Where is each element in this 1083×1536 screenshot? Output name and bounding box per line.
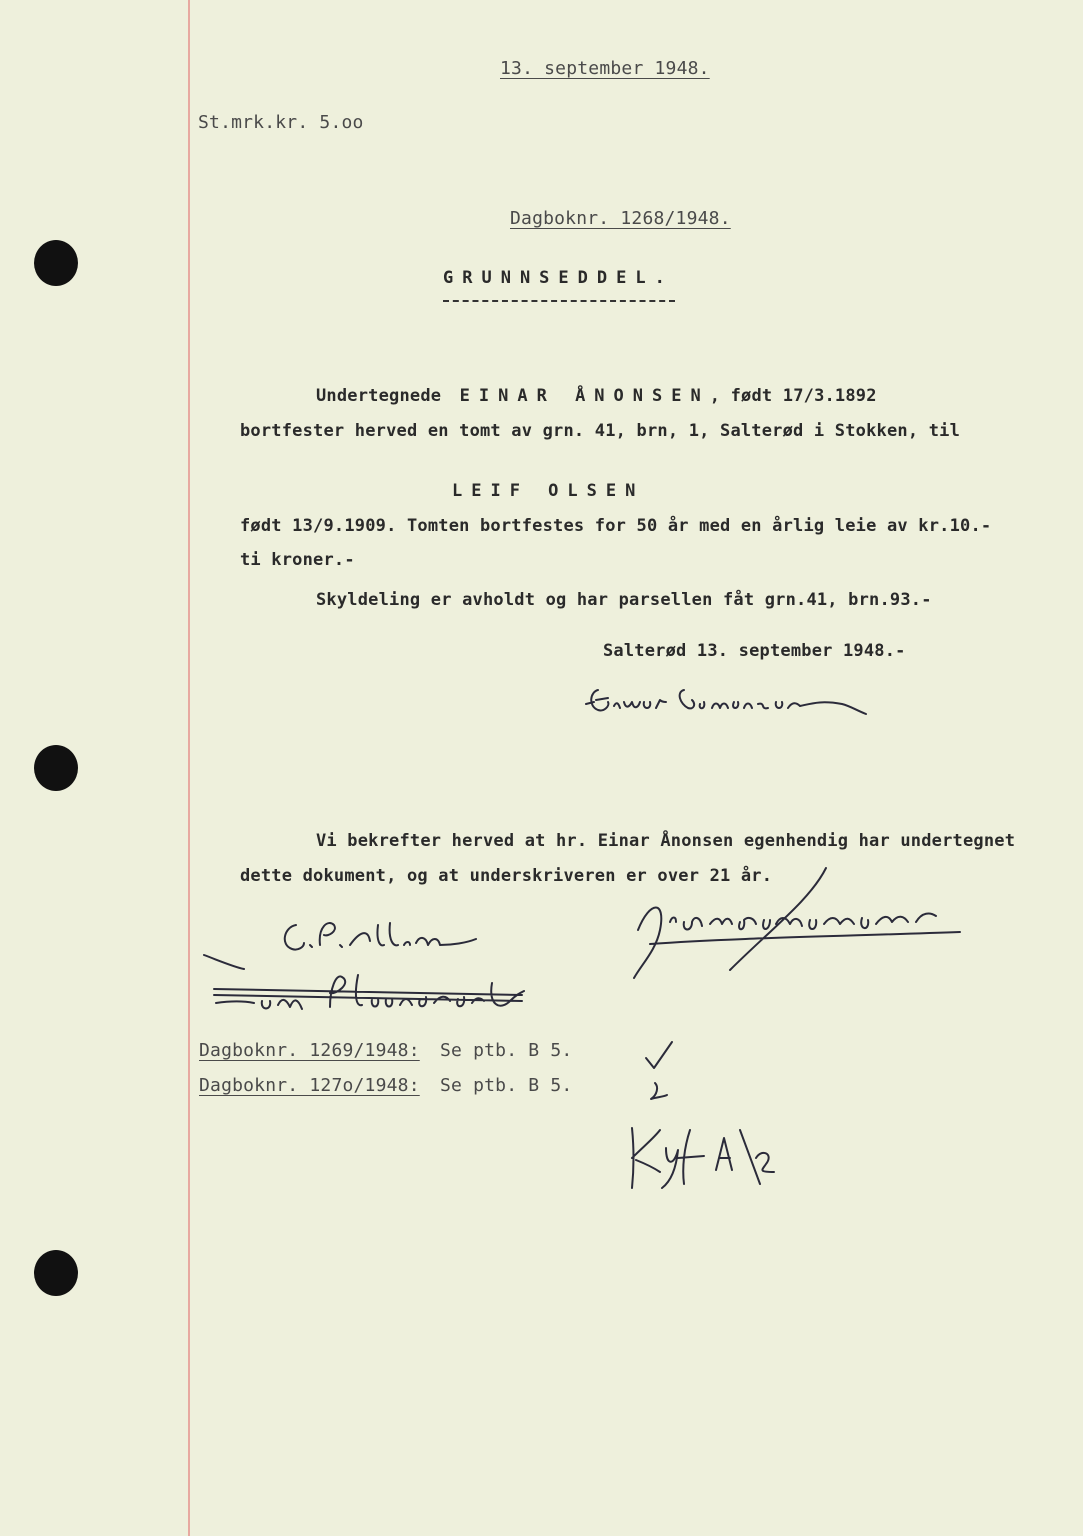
initials-mark xyxy=(620,1118,790,1198)
signature-witness-right xyxy=(630,860,970,990)
body-line-3: født 13/9.1909. Tomten bortfestes for 50 år med en årlig leie av kr.10.- xyxy=(240,516,992,536)
entry-1-text: Se ptb. B 5. xyxy=(440,1040,573,1061)
tick-mark-icon xyxy=(645,1075,675,1105)
title-underline xyxy=(443,300,675,302)
confirmation-line-1: Vi bekrefter herved at hr. Einar Ånonsen egenhendig har undertegnet xyxy=(316,831,1016,851)
punch-hole xyxy=(34,1250,78,1296)
checkmark-icon xyxy=(640,1038,680,1078)
document-title: GRUNNSEDDEL. xyxy=(443,268,674,288)
punch-hole xyxy=(34,240,78,286)
entry-1-ref: Dagboknr. 1269/1948: xyxy=(199,1040,420,1061)
margin-line xyxy=(188,0,190,1536)
place-date: Salterød 13. september 1948.- xyxy=(603,641,906,661)
body-line-5: Skyldeling er avholdt og har parsellen fåt grn.41, brn.93.- xyxy=(316,590,932,610)
body-line-1 xyxy=(316,386,877,406)
stamp-duty: St.mrk.kr. 5.oo xyxy=(198,112,364,133)
lessee-name: LEIF OLSEN xyxy=(452,481,645,501)
header-date: 13. september 1948. xyxy=(500,58,710,79)
body-line-2: bortfester herved en tomt av grn. 41, brn, 1, Salterød i Stokken, til xyxy=(240,421,961,441)
signature-signer xyxy=(580,680,880,730)
entry-2-text: Se ptb. B 5. xyxy=(440,1075,573,1096)
lessor-name: EINAR ÅNONSEN xyxy=(459,386,710,406)
dagbok-number: Dagboknr. 1268/1948. xyxy=(510,208,731,229)
line1-prefix: Undertegnede xyxy=(316,386,442,406)
line1-suffix: , født 17/3.1892 xyxy=(709,386,877,406)
confirmation-line-2: dette dokument, og at underskriveren er over 21 år. xyxy=(240,866,773,886)
body-line-4: ti kroner.- xyxy=(240,550,355,570)
punch-hole xyxy=(34,745,78,791)
entry-2-ref: Dagboknr. 127o/1948: xyxy=(199,1075,420,1096)
signature-struck xyxy=(210,965,540,1035)
